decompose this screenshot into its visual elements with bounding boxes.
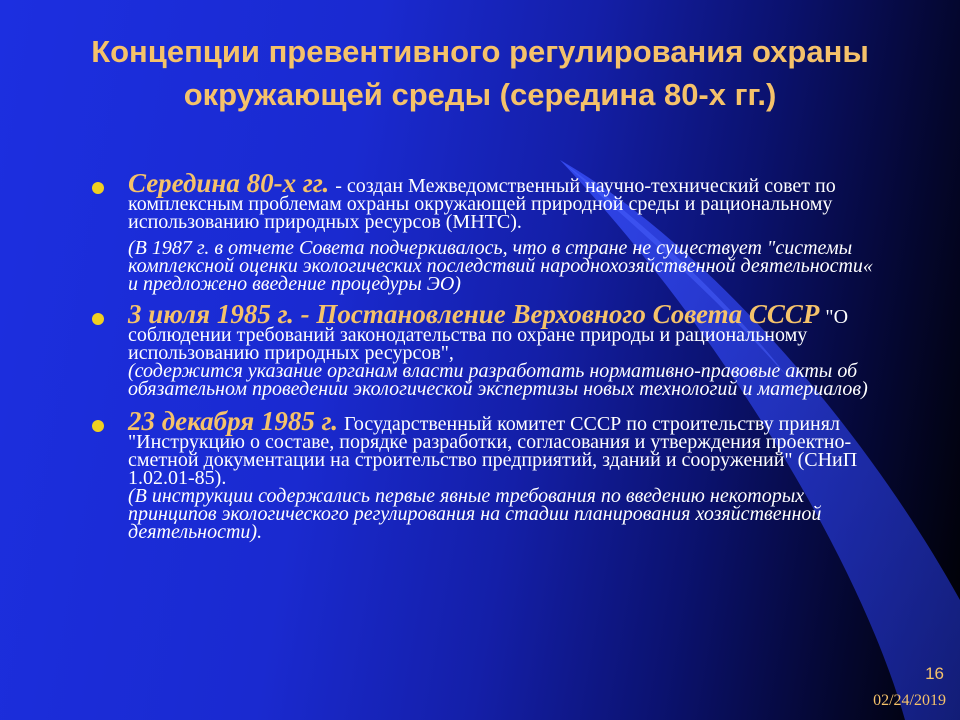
bullet-text: Государственный комитет СССР по строительству принял "Инструкцию о составе, порядке разработки, согласования и утверждения проектно-сметной документации на строительство предприятий, зданий и сооружений" (СНиП 1.02.01-85). (128, 413, 858, 489)
bullet-item (90, 406, 880, 543)
bullet-dot-icon (92, 420, 104, 432)
bullet-paragraph (128, 406, 880, 489)
bullet-note: (В 1987 г. в отчете Совета подчеркивалось, что в стране не существует "системы комплексной оценки экологических последствий народнохозяйственной деятельности« и предложено введение процедуры ЭО) (128, 237, 873, 295)
bullet-lead: 23 декабря 1985 г. (128, 406, 339, 436)
bullet-lead: 3 июля 1985 г. - Постановление Верховного Совета СССР (128, 299, 820, 329)
page-number: 16 (925, 664, 944, 683)
slide-date: 02/24/2019 (873, 692, 946, 709)
slide-content (90, 168, 880, 543)
bullet-note: (В инструкции содержались первые явные требования по введению некоторых принципов экологического регулирования на стадии планирования хозяйственной деятельности). (128, 485, 822, 543)
slide-title (20, 30, 940, 116)
bullet-paragraph (128, 168, 880, 233)
slide-title-line-1: Концепции превентивного регулирования охраны (91, 34, 869, 69)
bullet-dot-icon (92, 182, 104, 194)
slide-title-line-2: окружающей среды (середина 80-х гг.) (183, 77, 777, 112)
bullet-item (90, 168, 880, 295)
bullet-dot-icon (92, 313, 104, 325)
bullet-text: "О соблюдении требований законодательства по охране природы и рациональному использованию природных ресурсов", (128, 306, 849, 364)
bullet-lead: Середина 80-х гг. (128, 168, 330, 198)
bullet-item (90, 299, 880, 400)
bullet-paragraph (128, 299, 880, 364)
bullet-note: (содержится указание органам власти разработать нормативно-правовые акты об обязательном проведении экологической экспертизы новых технологий и материалов) (128, 360, 868, 400)
bullet-text: - создан Межведомственный научно-технический совет по комплексным проблемам охраны окружающей природной среды и рациональному использованию природных ресурсов (МНТС). (128, 175, 836, 233)
